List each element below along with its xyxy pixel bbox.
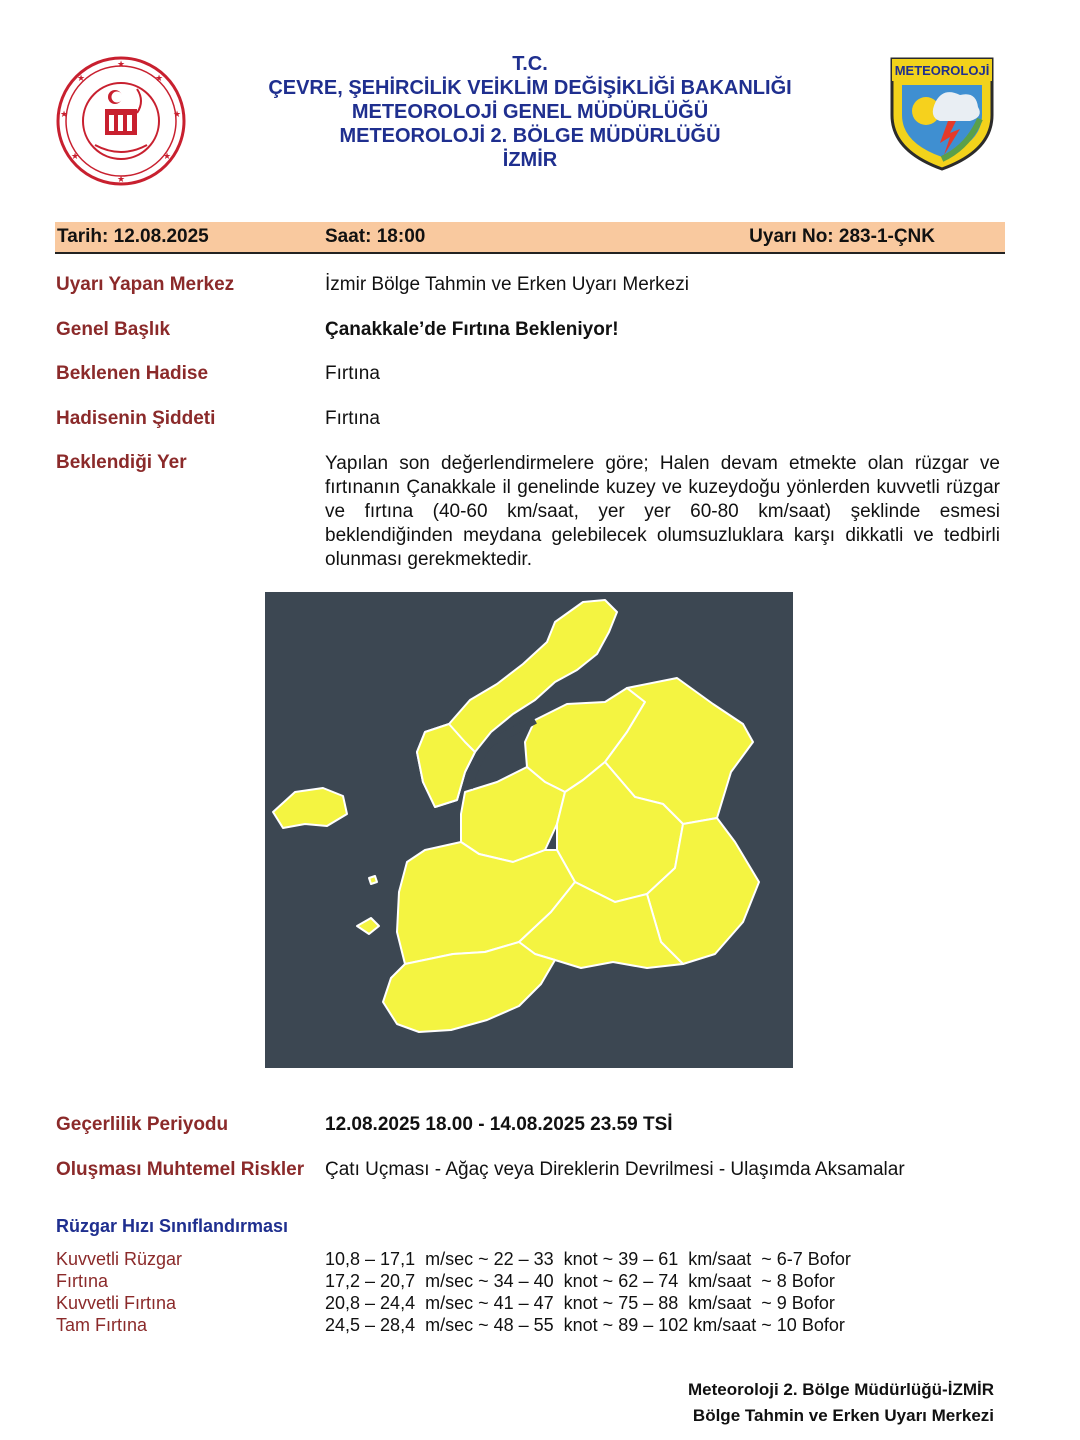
risks-value: Çatı Uçması - Ağaç veya Direklerin Devrilmesi - Ulaşımda Aksamalar [325, 1159, 905, 1180]
field-value-center: İzmir Bölge Tahmin ve Erken Uyarı Merkezi [325, 274, 689, 295]
meteoroloji-shield-logo [888, 55, 996, 173]
time-text: Saat: 18:00 [325, 226, 426, 247]
wind-class-range: 10,8 – 17,1 m/sec ~ 22 – 33 knot ~ 39 – 61 km/saat ~ 6-7 Bofor [325, 1249, 851, 1269]
wind-row [0, 1249, 1080, 1271]
footer-directorate: Meteoroloji 2. Bölge Müdürlüğü-İZMİR [688, 1380, 994, 1399]
svg-text:★: ★ [77, 73, 86, 83]
svg-text:★: ★ [117, 174, 126, 184]
field-value-location: Yapılan son değerlendirmelere göre; Halen devam etmekte olan rüzgar ve fırtınanın Çanakkale il genelinde kuzey ve kuzeydoğu yönlerden kuvvetli rüzgar ve fırtına (40-60 km/saat, yer yer 60-80 km/saat) şeklinde esmesi beklendiğinden meydana gelebilecek olumsuzluklara karşı dikkatli ve tedbirli olunması gerekmektedir. [325, 453, 1000, 570]
svg-text:★: ★ [117, 59, 126, 69]
svg-text:★: ★ [163, 151, 172, 161]
warning-number-text: Uyarı No: 283-1-ÇNK [749, 226, 935, 247]
field-value-event: Fırtına [325, 363, 380, 384]
wind-class-range: 20,8 – 24,4 m/sec ~ 41 – 47 knot ~ 75 – 88 km/saat ~ 9 Bofor [325, 1293, 835, 1313]
wind-row [0, 1315, 1080, 1337]
field-value-severity: Fırtına [325, 408, 380, 429]
field-label-title: Genel Başlık [56, 319, 171, 340]
wind-classification-title: Rüzgar Hızı Sınıflandırması [56, 1216, 289, 1236]
badge-text: METEOROLOJİ [894, 63, 990, 78]
header-line-regional-directorate: METEOROLOJİ 2. BÖLGE MÜDÜRLÜĞÜ [339, 125, 721, 147]
header-line-general-directorate: METEOROLOJİ GENEL MÜDÜRLÜĞÜ [351, 101, 709, 123]
wind-row [0, 1271, 1080, 1293]
svg-text:★: ★ [60, 109, 69, 119]
svg-text:★: ★ [173, 109, 182, 119]
field-value-title: Çanakkale’de Fırtına Bekleniyor! [325, 319, 619, 340]
header-line-city: İZMİR [502, 149, 558, 171]
date-text: Tarih: 12.08.2025 [57, 226, 209, 247]
validity-label: Geçerlilik Periyodu [56, 1114, 229, 1135]
wind-row [0, 1293, 1080, 1315]
wind-class-range: 24,5 – 28,4 m/sec ~ 48 – 55 knot ~ 89 – 102 km/saat ~ 10 Bofor [325, 1315, 845, 1335]
field-label-event: Beklenen Hadise [56, 363, 209, 384]
field-label-center: Uyarı Yapan Merkez [56, 274, 235, 295]
info-bar [55, 222, 1005, 254]
field-label-severity: Hadisenin Şiddeti [56, 408, 216, 429]
document-header [200, 52, 860, 172]
canakkale-warning-map [265, 592, 793, 1068]
wind-class-name: Kuvvetli Fırtına [56, 1293, 177, 1313]
field-label-location: Beklendiği Yer [56, 452, 187, 473]
header-line-tc: T.C. [512, 53, 548, 75]
risks-label: Oluşması Muhtemel Riskler [56, 1159, 305, 1180]
footer-center: Bölge Tahmin ve Erken Uyarı Merkezi [692, 1406, 994, 1425]
svg-text:★: ★ [155, 73, 164, 83]
validity-value: 12.08.2025 18.00 - 14.08.2025 23.59 TSİ [325, 1114, 673, 1135]
map-islet [369, 876, 377, 884]
wind-class-name: Kuvvetli Rüzgar [56, 1249, 183, 1269]
ministry-seal-logo [55, 55, 187, 187]
wind-class-name: Fırtına [56, 1271, 109, 1291]
header-line-ministry: ÇEVRE, ŞEHİRCİLİK VEİKLİM DEĞİŞİKLİĞİ BAKANLIĞI [268, 77, 792, 99]
svg-text:★: ★ [71, 151, 80, 161]
wind-class-range: 17,2 – 20,7 m/sec ~ 34 – 40 knot ~ 62 – 74 km/saat ~ 8 Bofor [325, 1271, 835, 1291]
wind-class-name: Tam Fırtına [56, 1315, 148, 1335]
